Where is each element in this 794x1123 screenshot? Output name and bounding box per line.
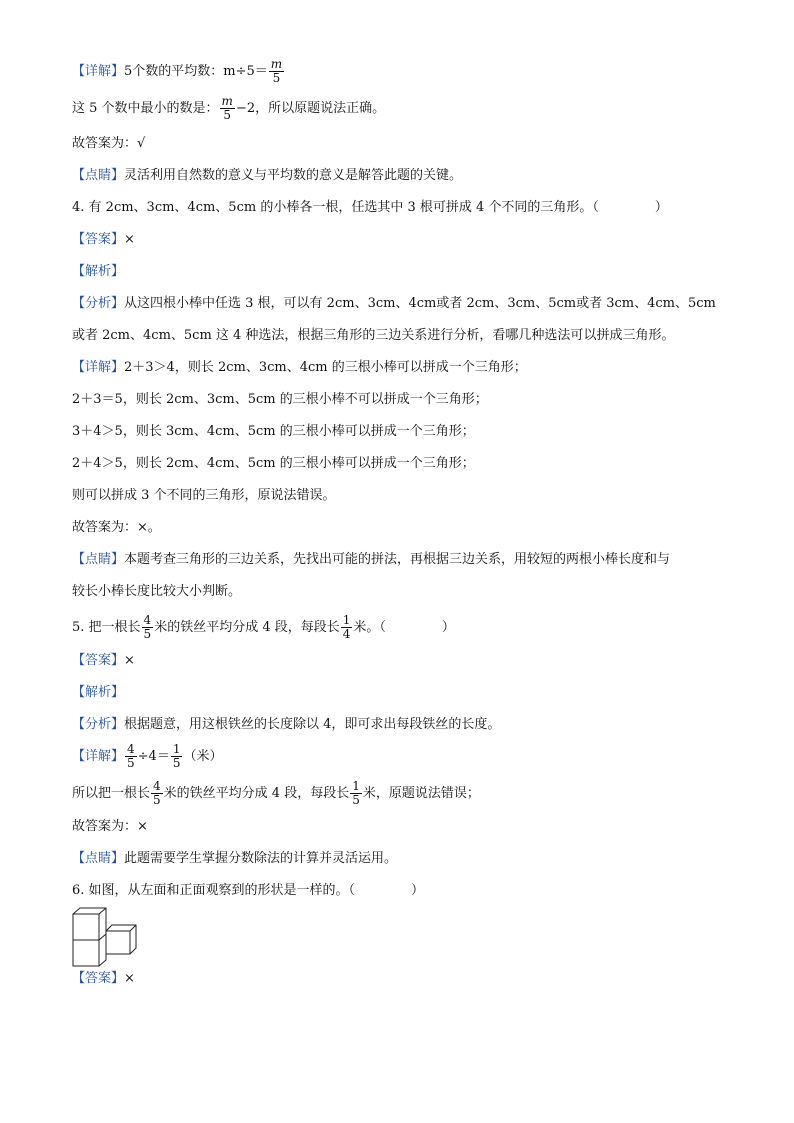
text: × bbox=[124, 971, 135, 986]
fraction-m-over-5 bbox=[220, 95, 235, 122]
numerator: 1 bbox=[352, 779, 360, 793]
detail-line-1 bbox=[72, 58, 722, 85]
text: 米的铁丝平均分成 4 段，每段长 bbox=[154, 620, 340, 635]
text: 米。（ bbox=[353, 620, 386, 635]
text: 4. 有 2cm、3cm、4cm、5cm 的小棒各一根，任选其中 3 根可拼成 4 个不同的三角形。（ bbox=[72, 200, 599, 215]
text: 故答案为：×。 bbox=[72, 520, 161, 535]
cube-stack-drawing bbox=[72, 907, 142, 967]
detail-q4-5 bbox=[72, 486, 722, 506]
denominator: 4 bbox=[342, 627, 351, 641]
analysis-q4-2 bbox=[72, 326, 722, 346]
analysis-q4-1 bbox=[72, 294, 722, 314]
text: 6. 如图，从左面和正面观察到的形状是一样的。（ bbox=[72, 883, 356, 898]
detail-line-2 bbox=[72, 95, 722, 122]
question-6 bbox=[72, 881, 722, 901]
denominator: 5 bbox=[272, 71, 281, 85]
text: 灵活利用自然数的意义与平均数的意义是解答此题的关键。 bbox=[124, 168, 463, 183]
answer-label: 【答案】 bbox=[72, 653, 125, 668]
numerator: m bbox=[221, 94, 233, 108]
detail-label: 【详解】 bbox=[72, 64, 125, 79]
text: （米） bbox=[183, 749, 223, 764]
denominator: 5 bbox=[352, 793, 360, 807]
text: 5个数的平均数：m÷5＝ bbox=[124, 64, 268, 79]
text: 本题考查三角形的三边关系，先找出可能的拼法，再根据三边关系，用较短的两根小棒长度和与 bbox=[124, 552, 671, 567]
numerator: 4 bbox=[143, 613, 152, 627]
cube-bottom-front bbox=[73, 940, 99, 966]
text: ） bbox=[654, 200, 668, 215]
text: × bbox=[124, 232, 135, 247]
cube-right-edge bbox=[130, 925, 136, 931]
text: ） bbox=[411, 883, 425, 898]
parse-q5 bbox=[72, 683, 722, 703]
denominator: 5 bbox=[143, 627, 152, 641]
answer-label: 【答案】 bbox=[72, 971, 125, 986]
text: 故答案为：× bbox=[72, 819, 148, 834]
cube-top-front bbox=[73, 914, 99, 940]
fraction-1-over-4 bbox=[341, 614, 353, 641]
cube-right-front bbox=[106, 931, 130, 954]
final-q5 bbox=[72, 817, 722, 837]
text: 所以把一根长 bbox=[72, 786, 151, 801]
question-5 bbox=[72, 614, 722, 641]
text: 此题需要学生掌握分数除法的计算并灵活运用。 bbox=[124, 851, 398, 866]
detail-q4-4 bbox=[72, 454, 722, 474]
comment-label: 【点睛】 bbox=[72, 168, 125, 183]
cube-figure bbox=[72, 907, 722, 967]
fraction-4-over-5 bbox=[151, 780, 163, 807]
detail-q4-1 bbox=[72, 358, 722, 378]
fraction-1-over-5 bbox=[350, 780, 362, 807]
answer-q4 bbox=[72, 230, 722, 250]
numerator: 4 bbox=[153, 779, 161, 793]
denominator: 5 bbox=[127, 756, 135, 770]
numerator: 1 bbox=[172, 742, 181, 756]
comment-q4-1 bbox=[72, 550, 722, 570]
detail-q5 bbox=[72, 743, 722, 770]
answer-q6 bbox=[72, 969, 722, 989]
denominator: 5 bbox=[223, 108, 232, 122]
text: ÷4＝ bbox=[137, 749, 170, 764]
fraction-4-over-5 bbox=[125, 743, 137, 770]
detail-q4-3 bbox=[72, 422, 722, 442]
text: 米的铁丝平均分成 4 段，每段长 bbox=[163, 786, 350, 801]
denominator: 5 bbox=[172, 756, 181, 770]
fraction-1-over-5 bbox=[171, 743, 183, 770]
answer-label: 【答案】 bbox=[72, 232, 125, 247]
question-4 bbox=[72, 198, 722, 218]
text: −2，所以原题说法正确。 bbox=[235, 101, 386, 116]
answer-line-q3 bbox=[72, 134, 722, 154]
parse-label: 【解析】 bbox=[72, 264, 125, 279]
parse-q4 bbox=[72, 262, 722, 282]
denominator: 5 bbox=[153, 793, 161, 807]
text: 故答案为：√ bbox=[72, 136, 146, 151]
numerator: m bbox=[270, 57, 283, 71]
text: 从这四根小棒中任选 3 根，可以有 2cm、3cm、4cm或者 2cm、3cm、5cm或者 3cm、4cm、5cm bbox=[124, 296, 716, 311]
analysis-q5 bbox=[72, 715, 722, 735]
answer-q5 bbox=[72, 651, 722, 671]
text: 较长小棒长度比较大小判断。 bbox=[72, 584, 242, 599]
detail-label: 【详解】 bbox=[72, 360, 125, 375]
text: 或者 2cm、4cm、5cm 这 4 种选法，根据三角形的三边关系进行分析，看哪几种选法可以拼成三角形。 bbox=[72, 328, 675, 343]
analysis-label: 【分析】 bbox=[72, 296, 125, 311]
detail-label: 【详解】 bbox=[72, 749, 125, 764]
comment-label: 【点睛】 bbox=[72, 552, 125, 567]
fraction-4-over-5 bbox=[142, 614, 154, 641]
comment-q5 bbox=[72, 849, 722, 869]
text: 米，原题说法错误； bbox=[362, 786, 480, 801]
numerator: 1 bbox=[342, 613, 351, 627]
cube-top-edge bbox=[99, 908, 106, 914]
text: 2＋3＞4，则长 2cm、3cm、4cm 的三根小棒可以拼成一个三角形； bbox=[124, 360, 527, 375]
final-q4 bbox=[72, 518, 722, 538]
text: 3＋4＞5，则长 3cm、4cm、5cm 的三根小棒可以拼成一个三角形； bbox=[72, 424, 475, 439]
so-q5 bbox=[72, 780, 722, 807]
text: 这 5 个数中最小的数是： bbox=[72, 101, 219, 116]
document-body bbox=[72, 57, 722, 986]
fraction-m-over-5 bbox=[269, 58, 284, 85]
detail-q4-2 bbox=[72, 390, 722, 410]
text: 根据题意，用这根铁丝的长度除以 4，即可求出每段铁丝的长度。 bbox=[124, 717, 501, 732]
text: 5. 把一根长 bbox=[72, 620, 141, 635]
comment-line-q3 bbox=[72, 166, 722, 186]
text: × bbox=[124, 653, 135, 668]
text: 2＋3＝5，则长 2cm、3cm、5cm 的三根小棒不可以拼成一个三角形； bbox=[72, 392, 488, 407]
text: 2＋4＞5，则长 2cm、4cm、5cm 的三根小棒可以拼成一个三角形； bbox=[72, 456, 475, 471]
comment-label: 【点睛】 bbox=[72, 851, 125, 866]
analysis-label: 【分析】 bbox=[72, 717, 125, 732]
numerator: 4 bbox=[127, 742, 135, 756]
text: 则可以拼成 3 个不同的三角形，原说法错误。 bbox=[72, 488, 336, 503]
parse-label: 【解析】 bbox=[72, 685, 125, 700]
comment-q4-2 bbox=[72, 582, 722, 602]
text: ） bbox=[441, 620, 455, 635]
